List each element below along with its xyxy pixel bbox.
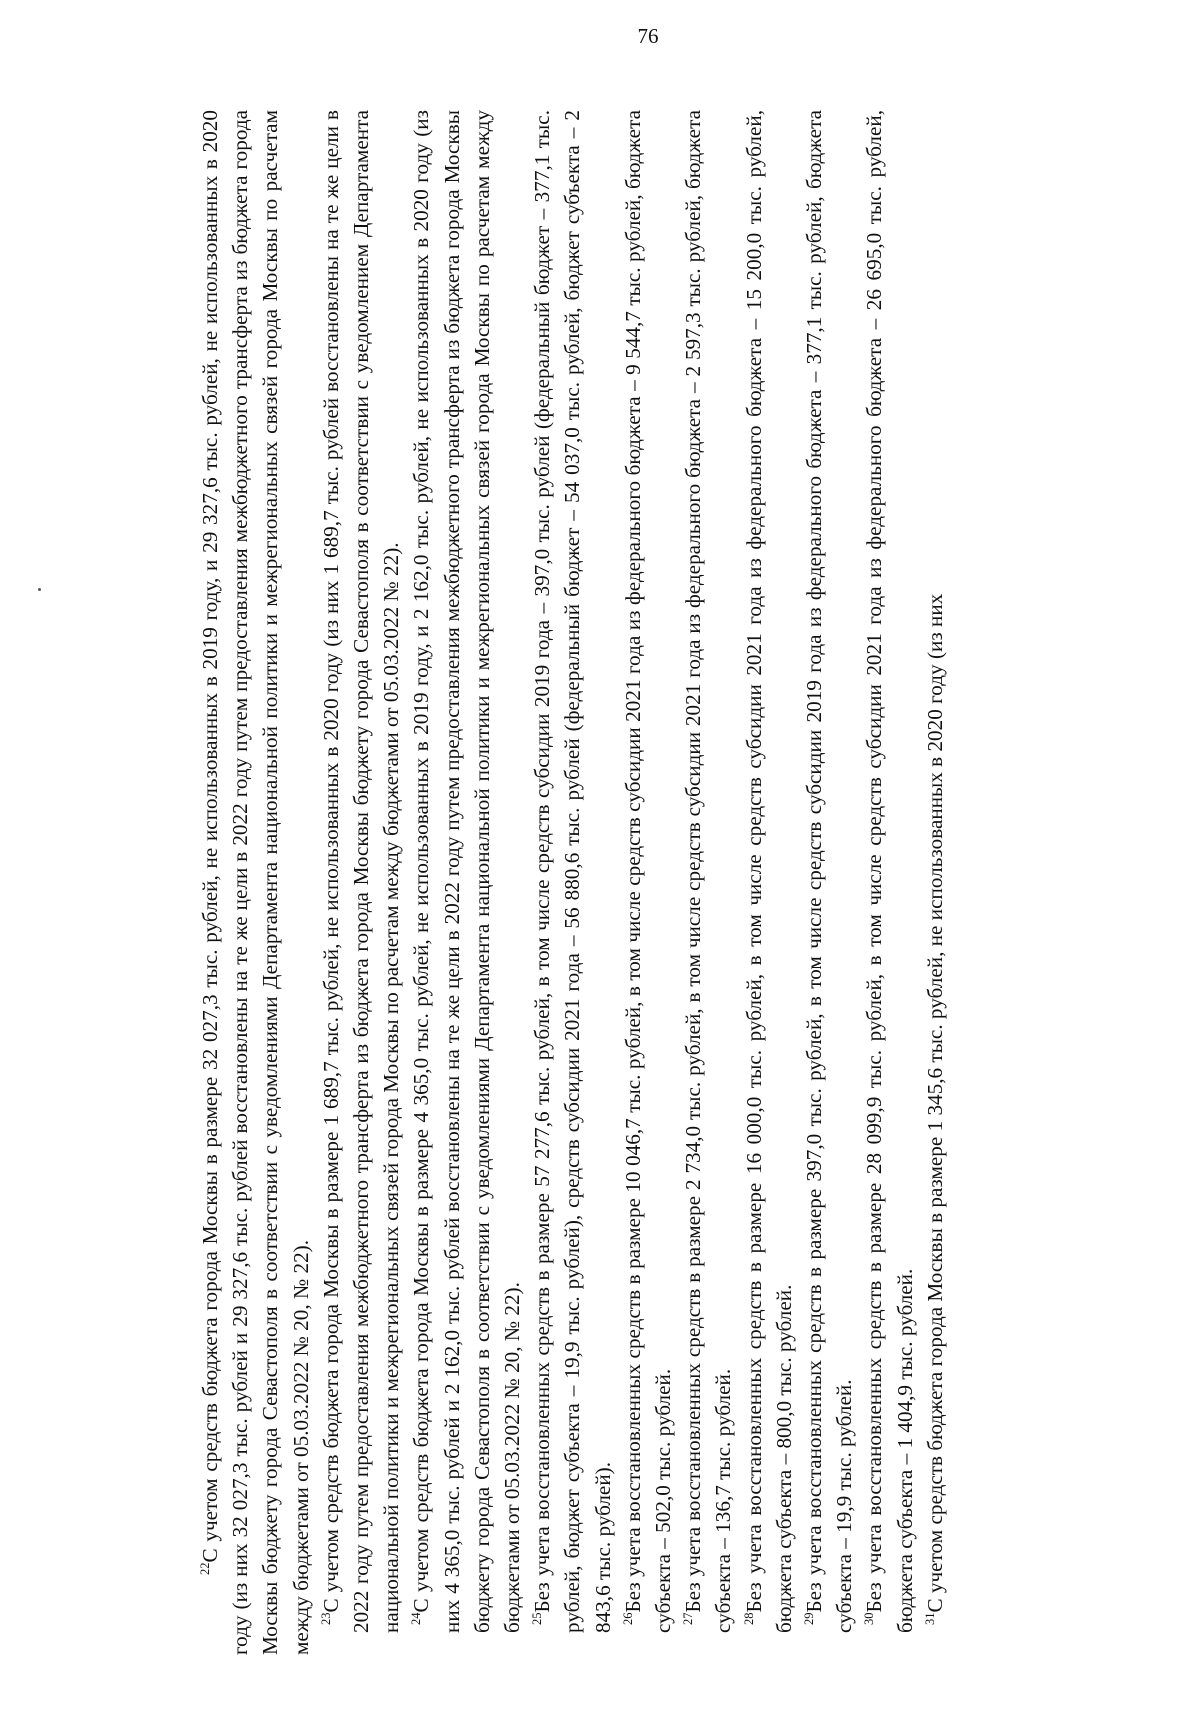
footnote-mark: 26 — [620, 1612, 635, 1625]
footnote-text: Без учета восстановленных средств в размере 57 277,6 тыс. рублей, в том числе средств субсидии 2019 года – 397,0 тыс. рублей (федеральный бюджет – 377,1 тыс. рублей, бюджет субъекта – 19,9 тыс. рублей), средств субсидии 2021 года – 56 880,6 тыс. рублей (федеральный бюджет – 54 037,0 тыс. рублей, бюджет субъекта – 2 843,6 тыс. рублей). — [530, 110, 615, 1633]
footnote-mark: 28 — [741, 1612, 756, 1625]
page-number: 76 — [637, 24, 659, 48]
footnote-mark: 25 — [530, 1612, 545, 1625]
footnote-text: Без учета восстановленных средств в размере 397,0 тыс. рублей, в том числе средств субсидии 2019 года из федерального бюджета – 377,1 тыс. рублей, бюджета субъекта – 19,9 тыс. рублей. — [802, 110, 857, 1633]
footnote-mark: 23 — [318, 1612, 333, 1625]
footnote-23 — [316, 110, 407, 1633]
footnote-mark: 29 — [802, 1612, 816, 1625]
scan-speck — [38, 588, 41, 591]
footnote-30 — [859, 110, 919, 1633]
footnote-22 — [195, 110, 316, 1655]
footnote-text: Без учета восстановленных средств в размере 2 734,0 тыс. рублей, в том числе средств субсидии 2021 года из федерального бюджета – 2 597,3 тыс. рублей, бюджета субъекта – 136,7 тыс. рублей. — [681, 110, 736, 1633]
footnote-text: Без учета восстановленных средств в размере 10 046,7 тыс. рублей, в том числе средств субсидии 2021 года из федерального бюджета – 9 544,7 тыс. рублей, бюджета субъекта – 502,0 тыс. рублей. — [620, 110, 676, 1633]
footnote-28 — [739, 110, 799, 1633]
footnote-24 — [406, 110, 527, 1633]
footnote-29 — [799, 110, 859, 1633]
footnote-mark: 24 — [409, 1612, 424, 1625]
footnote-text: С учетом средств бюджета города Москвы в размере 32 027,3 тыс. рублей, не использованных в 2019 году, и 29 327,6 тыс. рублей, не использованных в 2020 году (из них 32 027,3 тыс. рублей и 29 327,6 тыс. рублей восстановлены на те же цели в 2022 году путем предоставления межбюджетного трансферта из бюджета города Москвы бюджету города Севастополя в соответствии с уведомлениями Департамента национальной политики и межрегиональных связей города Москвы по расчетам между бюджетами от 05.03.2022 № 20, № 22). — [198, 110, 313, 1655]
footnote-26 — [618, 110, 678, 1633]
footnote-text: С учетом средств бюджета города Москвы в размере 1 689,7 тыс. рублей, не использованных в 2020 году (из них 1 689,7 тыс. рублей восстановлены на те же цели в 2022 году путем предоставления межбюджетного трансферта из бюджета города Москвы бюджету города Севастополя в соответствии с уведомлением Департамента национальной политики и межрегиональных связей города Москвы по расчетам между бюджетами от 05.03.2022 № 22). — [318, 110, 404, 1633]
footnote-text: Без учета восстановленных средств в размере 16 000,0 тыс. рублей, в том числе средств субсидии 2021 года из федерального бюджета – 15 200,0 тыс. рублей, бюджета субъекта – 800,0 тыс. рублей. — [741, 110, 796, 1633]
footnote-text: С учетом средств бюджета города Москвы в размере 4 365,0 тыс. рублей, не использованных в 2019 году, и 2 162,0 тыс. рублей, не использованных в 2020 году (из них 4 365,0 тыс. рублей и 2 162,0 тыс. рублей восстановлены на те же цели в 2022 году путем предоставления межбюджетного трансферта из бюджета города Москвы бюджету города Севастополя в соответствии с уведомлениями Департамента национальной политики и межрегиональных связей города Москвы по расчетам между бюджетами от 05.03.2022 № 20, № 22). — [409, 110, 525, 1633]
footnote-mark: 31 — [922, 1612, 937, 1625]
footnote-31 — [920, 110, 950, 1633]
footnote-text: Без учета восстановленных средств в размере 28 099,9 тыс. рублей, в том числе средств субсидии 2021 года из федерального бюджета – 26 695,0 тыс. рублей, бюджета субъекта – 1 404,9 тыс. рублей. — [862, 110, 917, 1633]
footnote-mark: 27 — [681, 1612, 696, 1625]
footnote-mark: 30 — [862, 1612, 877, 1625]
footnote-text: С учетом средств бюджета города Москвы в размере 1 345,6 тыс. рублей, не использованных в 2020 году (из них — [922, 593, 947, 1613]
footnote-25 — [527, 110, 618, 1633]
footnote-mark: 22 — [197, 1562, 212, 1575]
footnote-27 — [678, 110, 738, 1633]
footnotes-block — [195, 110, 950, 1655]
